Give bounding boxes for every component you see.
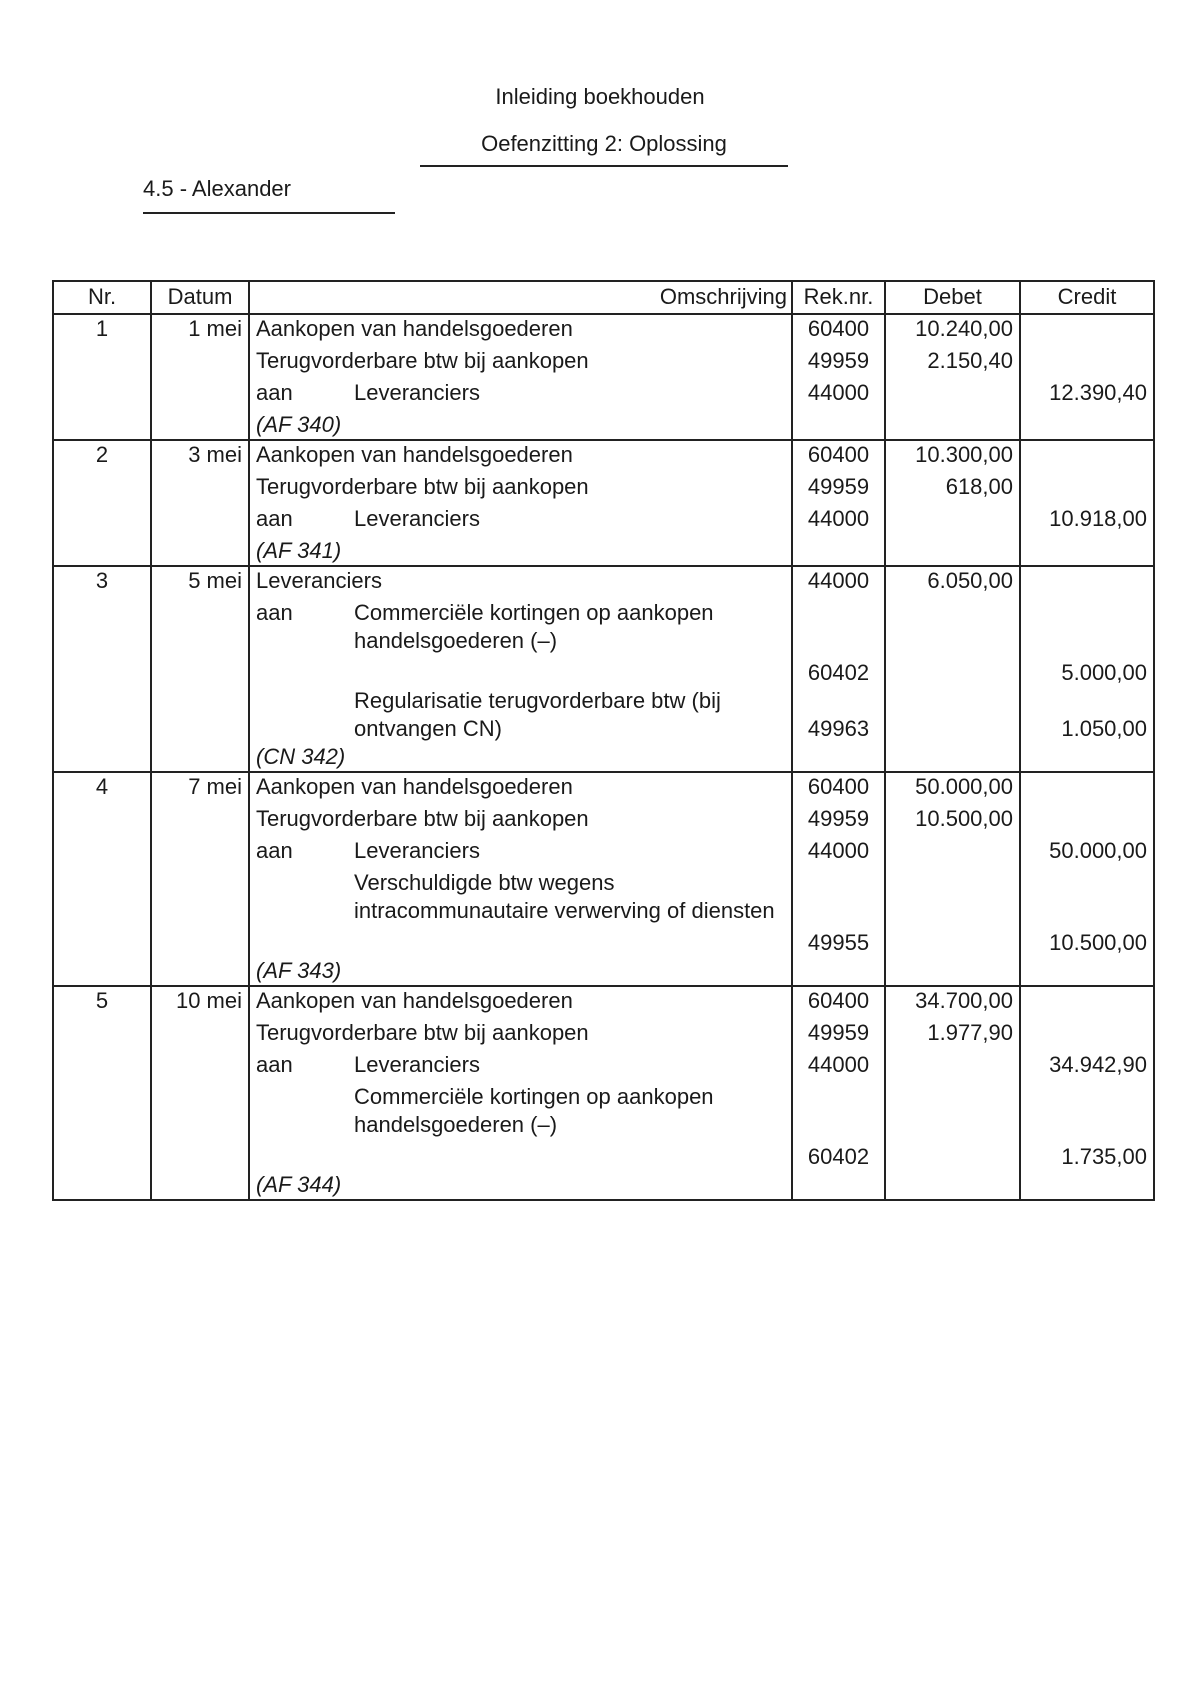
description-line: Aankopen van handelsgoederen [256, 316, 573, 341]
debit-amounts [885, 314, 1020, 440]
credit-amount [1027, 441, 1147, 473]
description-line: Leveranciers [354, 1052, 480, 1077]
account-number: 44000 [807, 506, 870, 531]
credit-amount [1027, 805, 1147, 837]
account-number: 44000 [807, 838, 870, 863]
credit-amounts [1020, 986, 1154, 1200]
column-header-omschrijving: Omschrijving [249, 281, 792, 314]
debit-amount: 10.240,00 [915, 316, 1013, 341]
debit-amounts [885, 986, 1020, 1200]
document-reference: (AF 344) [256, 1172, 342, 1197]
description-line: Regularisatie terugvorderbare btw (bij ontvangen CN) [354, 688, 721, 741]
debit-amounts [885, 440, 1020, 566]
entry-number: 4 [53, 772, 151, 986]
document-reference: (CN 342) [256, 744, 346, 769]
debit-amount [892, 687, 1013, 743]
account-numbers [792, 440, 885, 566]
account-numbers [792, 986, 885, 1200]
account-number: 44000 [807, 380, 870, 405]
account-numbers [792, 314, 885, 440]
description-line: Aankopen van handelsgoederen [256, 774, 573, 799]
credit-amounts [1020, 314, 1154, 440]
debit-amounts [885, 772, 1020, 986]
entry-date: 5 mei [151, 566, 249, 772]
debit-amount [892, 505, 1013, 537]
debit-amount [892, 599, 1013, 687]
credit-amount: 1.735,00 [1061, 1144, 1147, 1169]
account-number: 60402 [807, 1144, 870, 1169]
column-header-reknr: Rek.nr. [792, 281, 885, 314]
entry-description [249, 314, 792, 440]
debit-amount [892, 379, 1013, 411]
account-number: 49959 [807, 806, 870, 831]
credit-amount [1027, 567, 1147, 599]
description-line: Leveranciers [354, 380, 480, 405]
document-reference: (AF 341) [256, 538, 342, 563]
entry-number: 2 [53, 440, 151, 566]
aan-label: aan [256, 600, 293, 625]
description-line: Verschuldigde btw wegens intracommunautaire verwerving of diensten [354, 870, 775, 923]
document-reference: (AF 340) [256, 412, 342, 437]
description-line: Terugvorderbare btw bij aankopen [256, 348, 589, 373]
table-row [53, 566, 1154, 772]
debit-amount: 2.150,40 [927, 348, 1013, 373]
description-line: Aankopen van handelsgoederen [256, 442, 573, 467]
entry-number: 5 [53, 986, 151, 1200]
credit-amount [1027, 473, 1147, 505]
credit-amount [1027, 987, 1147, 1019]
aan-label: aan [256, 838, 293, 863]
description-line: Leveranciers [256, 568, 382, 593]
table-row [53, 440, 1154, 566]
account-number: 49959 [807, 474, 870, 499]
credit-amount: 1.050,00 [1061, 716, 1147, 741]
entry-description [249, 440, 792, 566]
entry-description [249, 986, 792, 1200]
description-line: Leveranciers [354, 838, 480, 863]
account-number: 49963 [807, 716, 870, 741]
table-row [53, 314, 1154, 440]
credit-amounts [1020, 772, 1154, 986]
account-number: 60402 [807, 660, 870, 685]
description-line: Terugvorderbare btw bij aankopen [256, 806, 589, 831]
entry-number: 3 [53, 566, 151, 772]
credit-amounts [1020, 566, 1154, 772]
credit-amount: 10.918,00 [1049, 506, 1147, 531]
debit-amount [892, 837, 1013, 869]
credit-amount [1027, 315, 1147, 347]
credit-amount: 34.942,90 [1049, 1052, 1147, 1077]
credit-amounts [1020, 440, 1154, 566]
debit-amount: 6.050,00 [927, 568, 1013, 593]
debit-amount [892, 1051, 1013, 1083]
account-number: 60400 [807, 774, 870, 799]
debit-amount: 618,00 [945, 474, 1013, 499]
aan-label: aan [256, 380, 293, 405]
account-numbers [792, 566, 885, 772]
account-number: 60400 [807, 442, 870, 467]
credit-amount: 5.000,00 [1061, 660, 1147, 685]
debit-amount: 10.300,00 [915, 442, 1013, 467]
document-reference: (AF 343) [256, 958, 342, 983]
entry-date: 1 mei [151, 314, 249, 440]
account-number: 49955 [807, 930, 870, 955]
account-numbers [792, 772, 885, 986]
column-header-datum: Datum [151, 281, 249, 314]
description-line: Commerciële kortingen op aankopen handelsgoederen (–) [354, 600, 714, 653]
entry-description [249, 566, 792, 772]
document-title: Inleiding boekhouden [495, 84, 705, 109]
debit-amount: 50.000,00 [915, 774, 1013, 799]
description-line: Leveranciers [354, 506, 480, 531]
column-header-debet: Debet [885, 281, 1020, 314]
debit-amount: 10.500,00 [915, 806, 1013, 831]
account-number: 44000 [807, 1052, 870, 1077]
credit-amount [1027, 1019, 1147, 1051]
aan-label: aan [256, 506, 293, 531]
debit-amount [892, 869, 1013, 957]
entry-number: 1 [53, 314, 151, 440]
account-number: 44000 [807, 568, 870, 593]
account-number: 60400 [807, 316, 870, 341]
column-header-nr: Nr. [53, 281, 151, 314]
description-line: Terugvorderbare btw bij aankopen [256, 1020, 589, 1045]
debit-amounts [885, 566, 1020, 772]
credit-amount: 10.500,00 [1049, 930, 1147, 955]
credit-amount: 50.000,00 [1049, 838, 1147, 863]
entry-description [249, 772, 792, 986]
entry-date: 3 mei [151, 440, 249, 566]
table-row [53, 986, 1154, 1200]
account-number: 49959 [807, 348, 870, 373]
account-number: 49959 [807, 1020, 870, 1045]
document-subtitle: Oefenzitting 2: Oplossing [420, 131, 788, 167]
journal-table [52, 280, 1155, 1201]
entry-date: 10 mei [151, 986, 249, 1200]
table-header-row [53, 281, 1154, 314]
table-row [53, 772, 1154, 986]
credit-amount [1027, 347, 1147, 379]
description-line: Terugvorderbare btw bij aankopen [256, 474, 589, 499]
debit-amount: 1.977,90 [927, 1020, 1013, 1045]
debit-amount [892, 1083, 1013, 1171]
section-heading: 4.5 - Alexander [143, 176, 395, 214]
credit-amount [1027, 773, 1147, 805]
entry-date: 7 mei [151, 772, 249, 986]
credit-amount: 12.390,40 [1049, 380, 1147, 405]
column-header-credit: Credit [1020, 281, 1154, 314]
aan-label: aan [256, 1052, 293, 1077]
description-line: Commerciële kortingen op aankopen handelsgoederen (–) [354, 1084, 714, 1137]
account-number: 60400 [807, 988, 870, 1013]
description-line: Aankopen van handelsgoederen [256, 988, 573, 1013]
debit-amount: 34.700,00 [915, 988, 1013, 1013]
